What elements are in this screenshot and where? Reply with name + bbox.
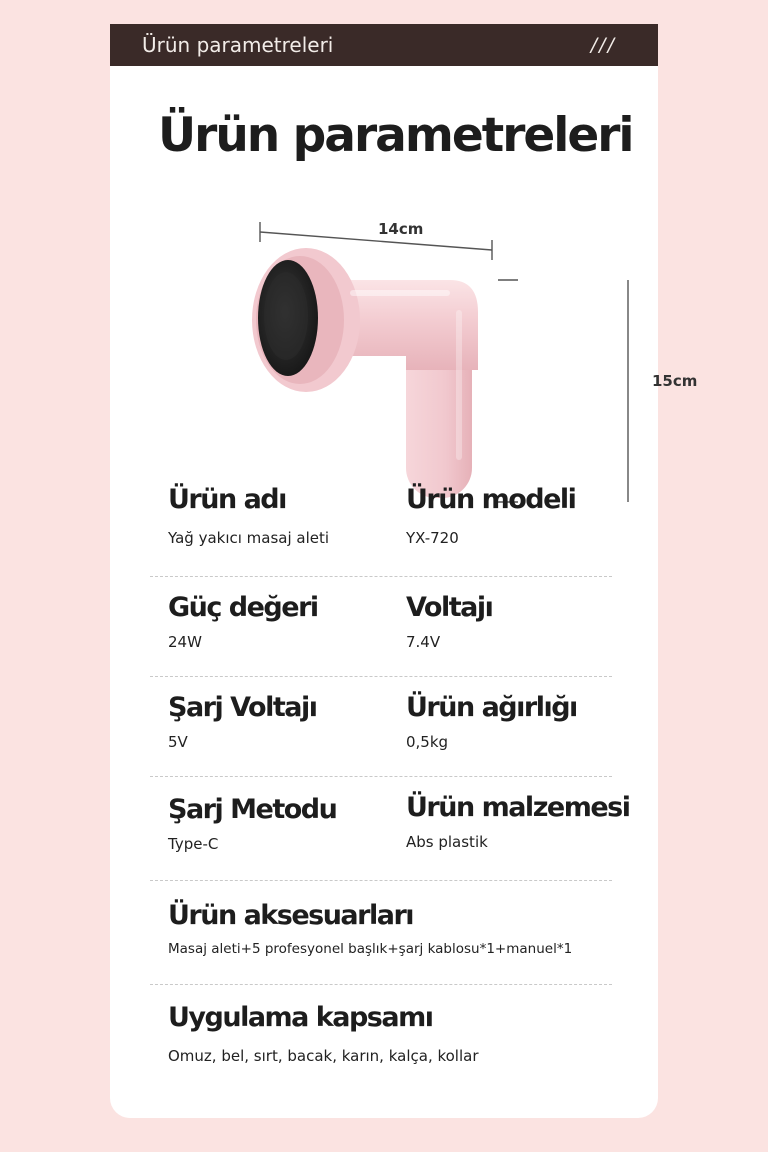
spec-power xyxy=(168,592,318,651)
width-dimension-line xyxy=(260,232,492,250)
spec-value: 24W xyxy=(168,633,202,651)
spec-value: Omuz, bel, sırt, bacak, karın, kalça, kollar xyxy=(168,1047,479,1065)
spec-label: Ürün aksesuarları xyxy=(168,900,414,931)
page-title: Ürün parametreleri xyxy=(158,108,633,163)
spec-material xyxy=(406,792,630,851)
spec-value: Abs plastik xyxy=(406,833,488,851)
header-decoration: /// xyxy=(590,34,616,56)
spec-label: Ürün adı xyxy=(168,484,286,515)
product-image xyxy=(260,200,698,510)
section-header xyxy=(110,24,658,66)
divider xyxy=(150,880,612,881)
spec-value: 5V xyxy=(168,733,188,751)
height-label: 15cm xyxy=(652,372,698,390)
divider xyxy=(150,984,612,985)
divider xyxy=(150,676,612,677)
spec-application-scope xyxy=(168,1002,479,1065)
spec-label: Voltajı xyxy=(406,592,493,623)
spec-value: Masaj aleti+5 profesyonel başlık+şarj kablosu*1+manuel*1 xyxy=(168,941,573,957)
spec-value: 0,5kg xyxy=(406,733,449,751)
spec-product-name xyxy=(168,484,329,547)
spec-accessories xyxy=(168,900,572,957)
width-label: 14cm xyxy=(378,220,424,238)
spec-label: Şarj Voltajı xyxy=(168,692,317,723)
spec-value: 7.4V xyxy=(406,633,441,651)
divider xyxy=(150,776,612,777)
spec-label: Şarj Metodu xyxy=(168,794,337,825)
product-parameters-card xyxy=(110,24,698,1118)
spec-voltage xyxy=(406,592,492,651)
divider xyxy=(150,576,612,577)
spec-value: Yağ yakıcı masaj aleti xyxy=(168,529,330,547)
spec-label: Güç değeri xyxy=(168,592,318,623)
spec-label: Ürün ağırlığı xyxy=(406,692,577,723)
spec-value: YX-720 xyxy=(406,529,459,547)
spec-label: Uygulama kapsamı xyxy=(168,1002,433,1033)
spec-value: Type-C xyxy=(168,835,219,853)
spec-product-model xyxy=(406,484,575,547)
spec-weight xyxy=(406,692,577,751)
spec-charge-voltage xyxy=(168,692,317,751)
spec-charge-method xyxy=(168,794,336,853)
header-title: Ürün parametreleri xyxy=(142,33,334,57)
spec-label: Ürün malzemesi xyxy=(406,792,630,823)
spec-label: Ürün modeli xyxy=(406,484,576,515)
massager-illustration xyxy=(260,200,560,510)
